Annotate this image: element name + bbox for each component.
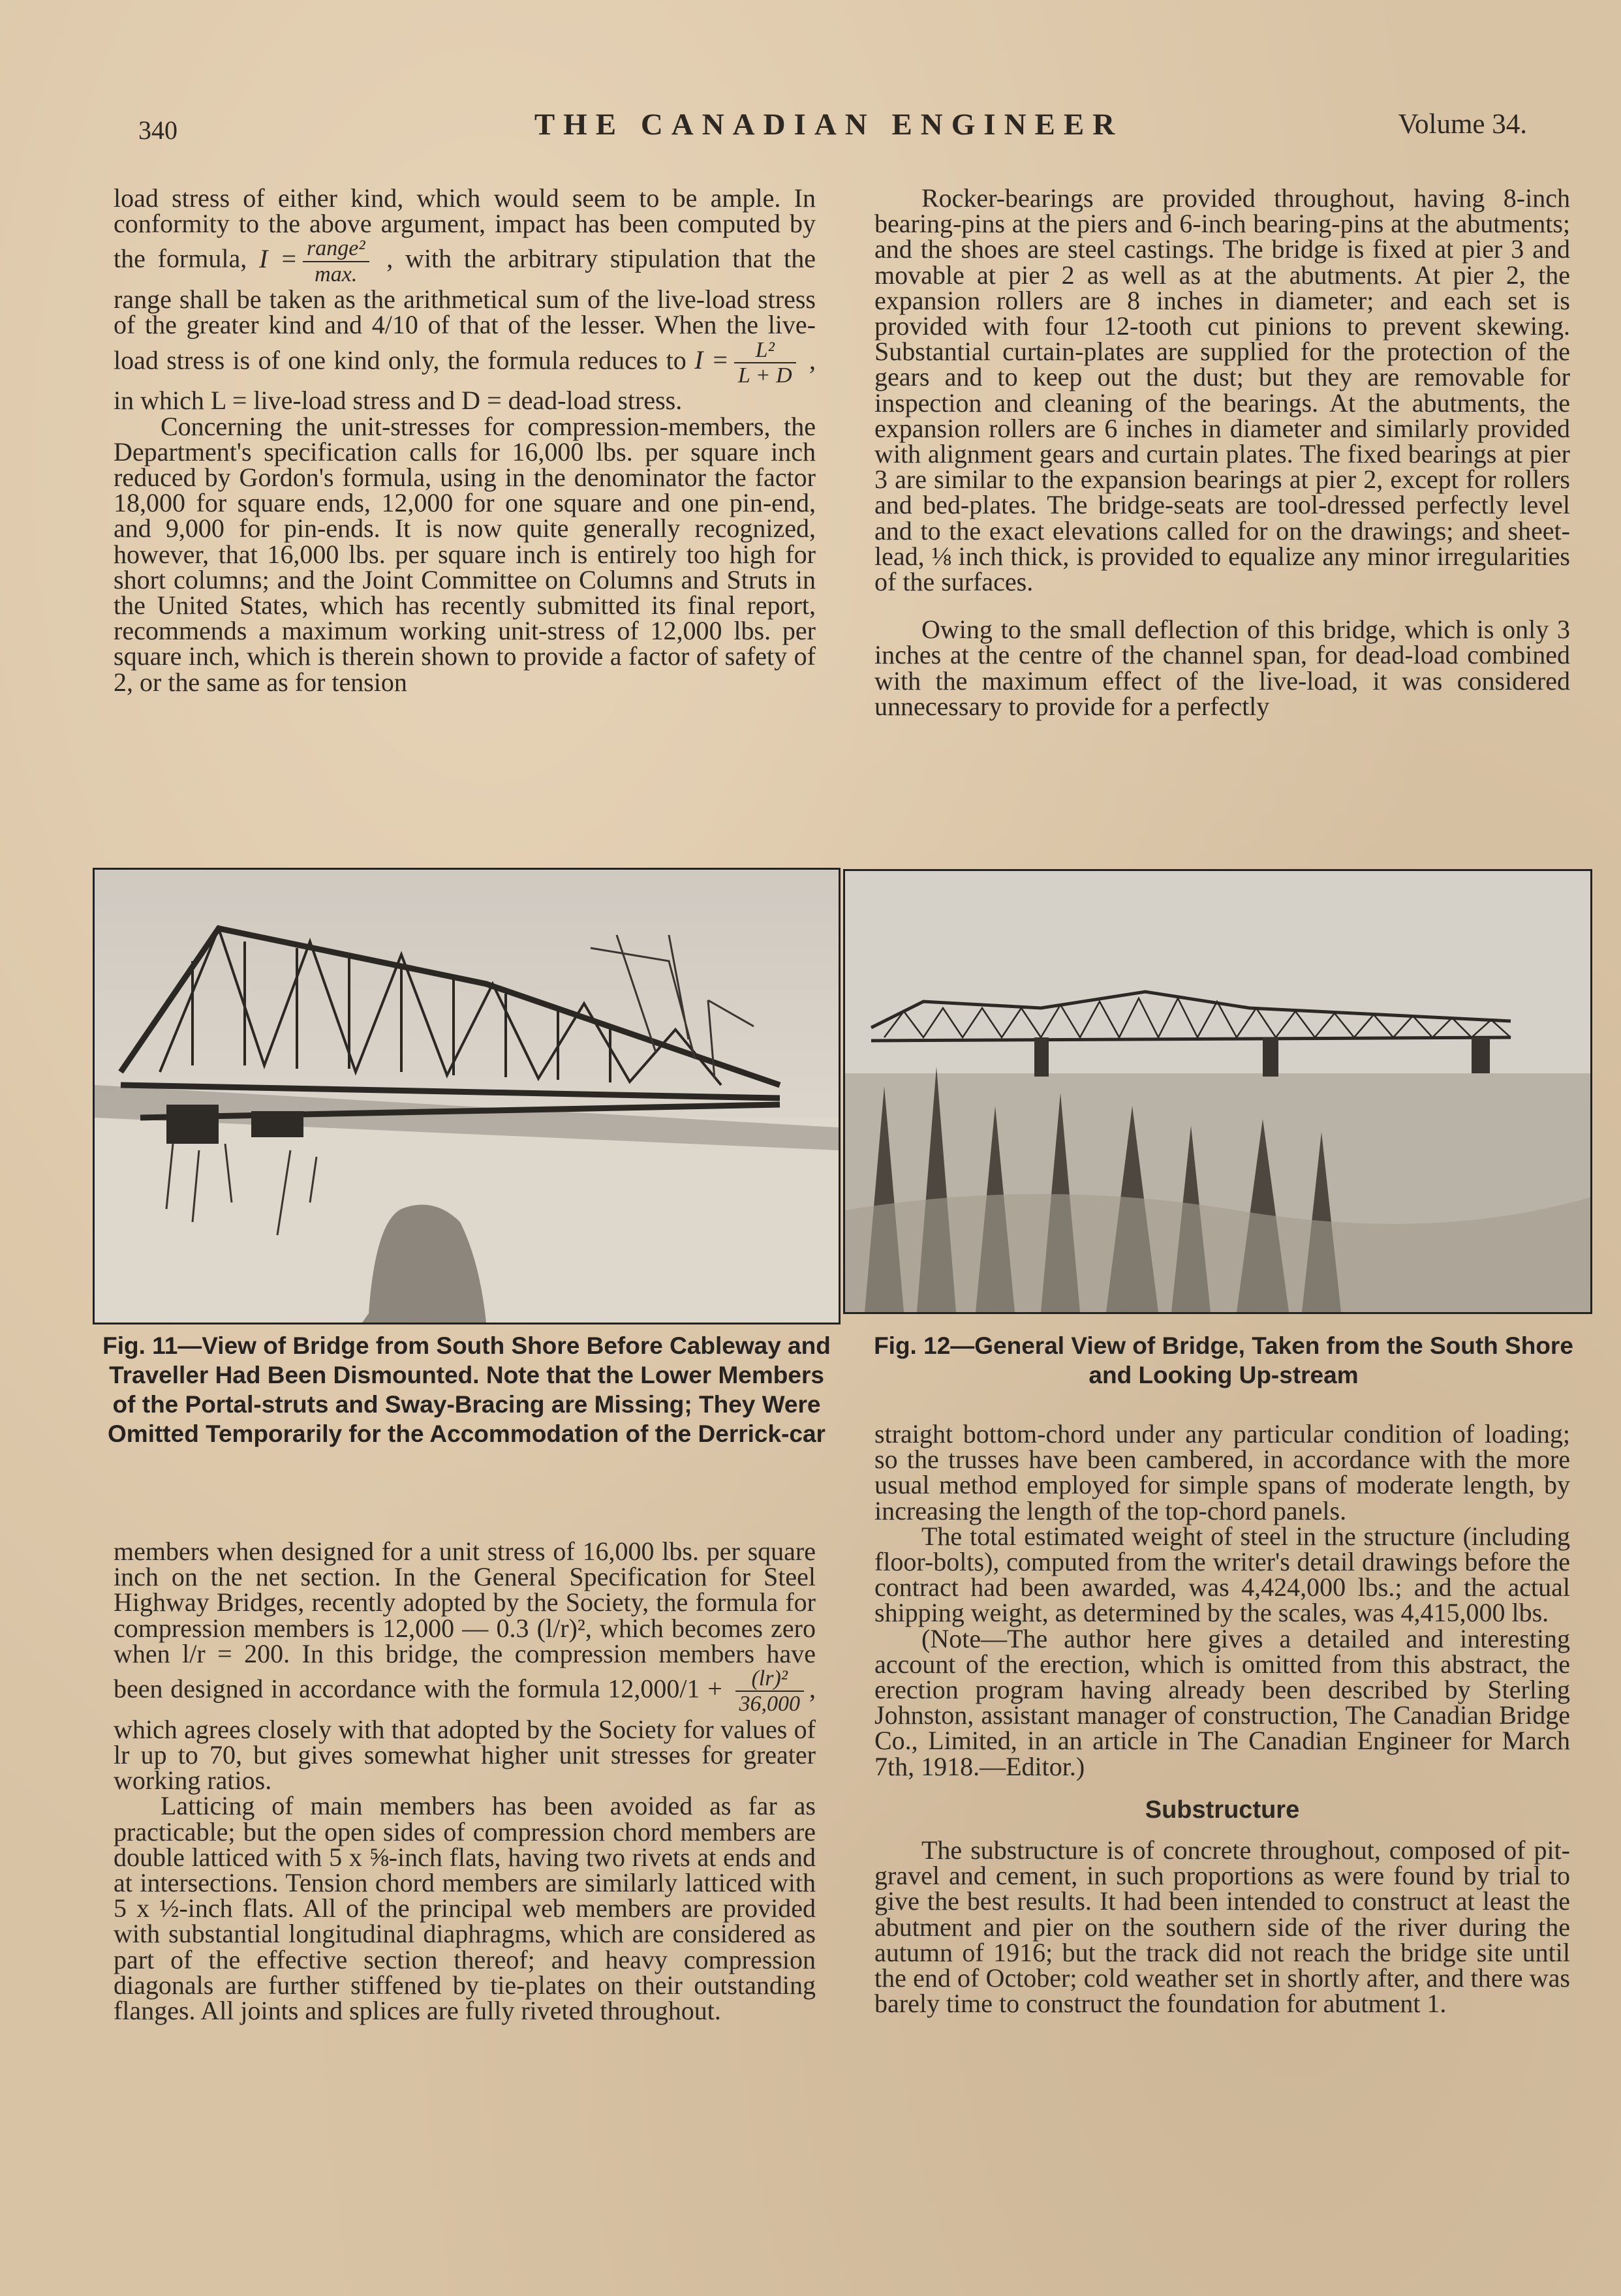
- bridge-photo-upstream: [845, 871, 1590, 1312]
- paragraph: (Note—The author here gives a detailed and interesting account of the erection, which is omitted from this abstract, the erection program having already been described by Sterling Johnston, assistant manager of construction, The Canadian Bridge Co., Limited, in an article in The Canadian Engineer for March 7th, 1918.—Editor.): [874, 1623, 1570, 1781]
- fraction: [734, 338, 796, 388]
- left-column-bottom: [114, 1537, 816, 2026]
- formula-reduced: [694, 337, 809, 388]
- formula-lhs: I =: [258, 243, 298, 273]
- text-run: load stress of either kind, which would seem to be ample. In conformity to the above argument, impact has been computed by the formula,: [114, 183, 816, 273]
- figure-12-photo: [843, 869, 1592, 1314]
- paragraph: Owing to the small deflection of this bridge, which is only 3 inches at the centre of the channel span, for dead-load combined with the maximum effect of the live-load, it was considered unnecessary to provide for a perfectly: [874, 615, 1570, 721]
- fraction-denominator: 36,000: [739, 1692, 800, 1717]
- fraction-denominator: L + D: [737, 363, 792, 388]
- fraction-denominator: max.: [315, 262, 358, 286]
- fraction: [735, 1666, 805, 1717]
- fraction-numerator: range²: [303, 236, 369, 262]
- figure-11-caption: Fig. 11—View of Bridge from South Shore Before Cableway and Traveller Had Been Dismounted. Note that the Lower Members of the Portal-struts and Sway-Bracing are Missing; They Were Omitted Temporarily for the Accommodation of the Derrick-car: [102, 1332, 831, 1447]
- text-run: , with the arbitrary stipulation that the range shall be taken as the arithmetical sum of the live-load stress of the greater kind and 4/10 of that of the lesser. When the live-load stress is of one kind only, the formula reduces to: [114, 243, 816, 375]
- text-run: members when designed for a unit stress of 16,000 lbs. per square inch on the net section. In the General Specification for Steel Highway Bridges, recently adopted by the Society, the formula for compression members is 12,000 — 0.3 (l/r)², which becomes zero when l/r = 200. In this bridge, the compression members have been designed in accordance with the formula 12,000/1 +: [114, 1537, 816, 1704]
- running-head: THE CANADIAN ENGINEER: [534, 108, 1124, 142]
- figure-12-caption: Fig. 12—General View of Bridge, Taken from the South Shore and Looking Up-stream: [874, 1332, 1573, 1388]
- paragraph: straight bottom-chord under any particular condition of loading; so the trusses have been cambered, in accordance with the more usual method employed for simple spans of moderate length, by increasing the length of the top-chord panels.: [874, 1419, 1570, 1525]
- text-run: , which agrees closely with that adopted by the Society for values of lr up to 70, but gives somewhat higher unit stresses for greater working ratios.: [114, 1674, 816, 1796]
- fraction-numerator: L²: [734, 338, 796, 363]
- paragraph: [114, 1537, 816, 1796]
- bridge-photo-south-shore: [95, 870, 839, 1323]
- paragraph: [114, 185, 816, 414]
- right-column-top: [874, 185, 1570, 719]
- volume-label: Volume 34.: [1398, 109, 1527, 140]
- formula-impact: [258, 236, 386, 286]
- right-column-bottom: [874, 1419, 1570, 2019]
- left-column-top: [114, 185, 816, 695]
- section-heading: Substructure: [1145, 1796, 1300, 1824]
- page-header: [131, 98, 1527, 150]
- fraction: [303, 236, 369, 286]
- paragraph: Rocker-bearings are provided throughout, having 8-inch bearing-pins at the piers and 6-inch bearing-pins at the abutments; and the shoes are steel castings. The bridge is fixed at pier 3 and movable at pier 2 as well as at the abutments. At pier 2, the expansion rollers are 8 inches in diameter; and each set is provided with four 12-tooth cut pinions to prevent skewing. Substantial curtain-plates are supplied for the protection of the gears and to keep out the dust; but they are removable for inspection and cleaning of the bearings. At the abutments, the expansion rollers are 6 inches in diameter and similarly provided with alignment gears and curtain plates. The fixed bearings at pier 3 are similar to the expansion bearings at pier 2, except for rollers and bed-plates. The bridge-seats are tool-dressed perfectly level and to the exact elevations called for on the drawings; and sheet-lead, ⅛ inch thick, is provided to equalize any minor irregularities of the surfaces.: [874, 183, 1570, 597]
- paragraph: Concerning the unit-stresses for compression-members, the Department's specification calls for 16,000 lbs. per square inch reduced by Gordon's formula, using in the denominator the factor 18,000 for square ends, 12,000 for one square and one pin-end, and 9,000 for pin-ends. It is now quite generally recognized, however, that 16,000 lbs. per square inch is entirely too high for short columns; and the Joint Committee on Columns and Struts in the United States, which has recently submitted its final report, recommends a maximum working unit-stress of 12,000 lbs. per square inch, which is therein shown to provide a factor of safety of 2, or the same as for tension: [114, 411, 816, 697]
- paragraph-gap: [874, 594, 1570, 617]
- paragraph: The substructure is of concrete throughout, composed of pit-gravel and cement, in such proportions as were found by trial to give the best results. It had been intended to construct at least the abutment and pier on the southern side of the river during the autumn of 1916; but the track did not reach the bridge site until the end of October; cold weather set in shortly after, and there was barely time to construct the foundation for abutment 1.: [874, 1835, 1570, 2019]
- page-number: 340: [138, 115, 178, 145]
- figure-11-photo: [93, 868, 841, 1324]
- paragraph: Latticing of main members has been avoided as far as practicable; but the open sides of compression chord members are double latticed with 5 x ⅝-inch flats, having two rivets at ends and at intersections. Tension chord members are similarly latticed with 5 x ½-inch flats. All of the principal web members are provided with substantial longitudinal diaphragms, which are considered as part of the effective section thereof; and heavy compression diagonals are further stiffened by tie-plates on their outstanding flanges. All joints and splices are fully riveted throughout.: [114, 1791, 816, 2026]
- formula-lhs: I =: [694, 345, 729, 375]
- text-run: , in which L = live-load stress and D = dead-load stress.: [114, 345, 816, 416]
- paragraph: The total estimated weight of steel in the structure (including floor-bolts), computed from the writer's detail drawings before the contract had been awarded, was 4,424,000 lbs.; and the actual shipping weight, as determined by the scales, was 4,415,000 lbs.: [874, 1521, 1570, 1628]
- fraction-numerator: (lr)²: [735, 1666, 805, 1692]
